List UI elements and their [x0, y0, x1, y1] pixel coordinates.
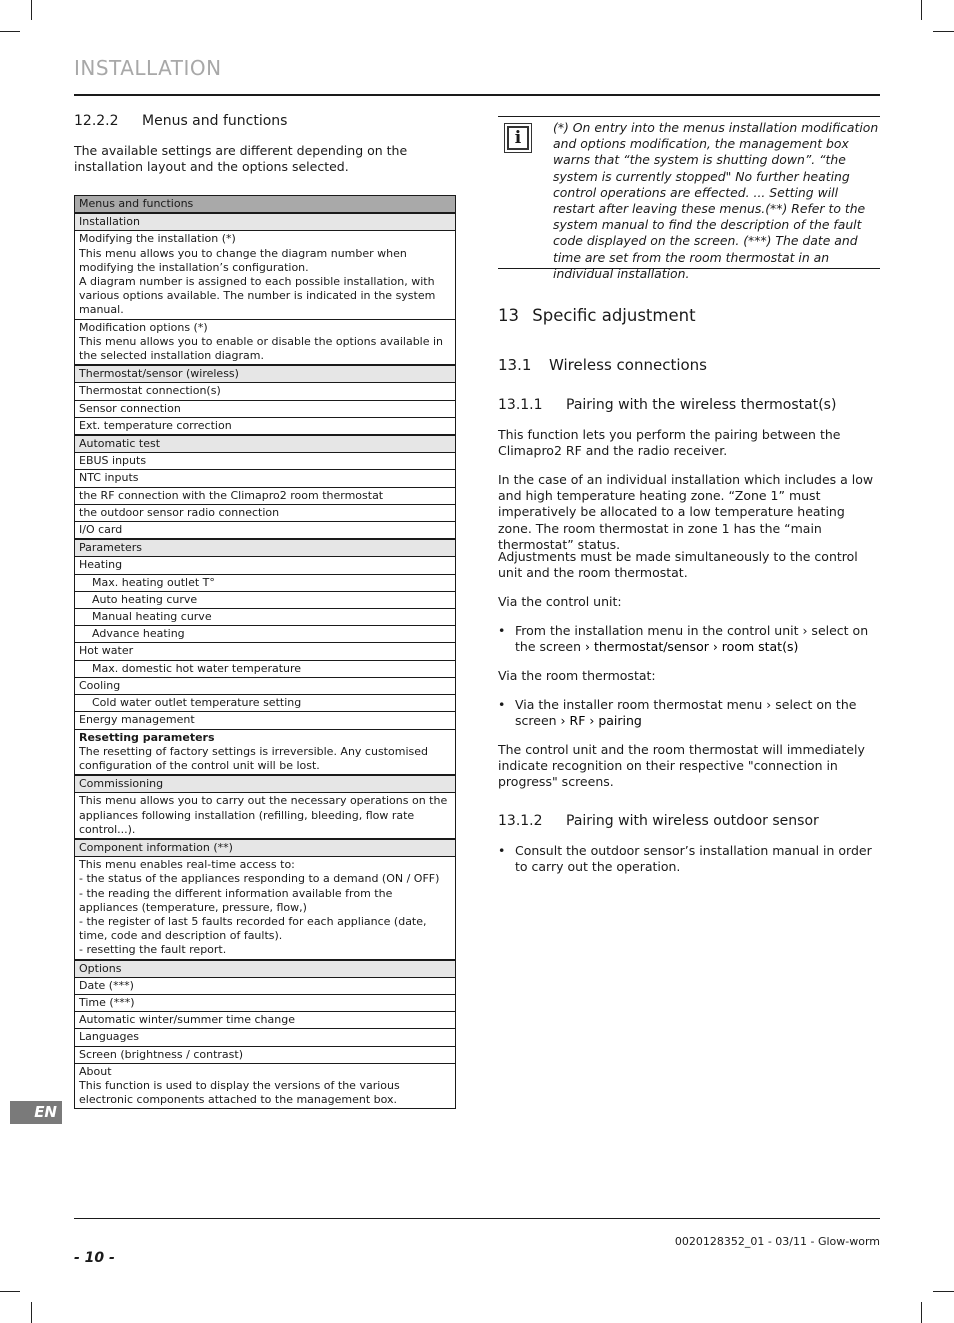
table-cell: Sensor connection [75, 400, 456, 417]
heading-13-1-1 [498, 397, 837, 413]
table-cell: Heating [75, 557, 456, 574]
table-cell: EBUS inputs [75, 453, 456, 470]
table-cell: I/O card [75, 522, 456, 540]
table-cell: Menus and functions [75, 196, 456, 214]
table-cell: NTC inputs [75, 470, 456, 487]
heading-title: Wireless connections [549, 356, 707, 374]
crop-mark [31, 0, 32, 20]
table-cell: Thermostat connection(s) [75, 383, 456, 400]
table-cell: Languages [75, 1029, 456, 1046]
heading-number: 13.1.1 [498, 397, 543, 413]
table-cell-title: Resetting parameters [79, 730, 215, 744]
table-cell: Modification options (*) This menu allows you to enable or disable the options available in the selected installation diagram. [75, 319, 456, 365]
heading-number: 13 [498, 306, 519, 325]
table-row [75, 857, 456, 960]
table-cell: This menu enables real-time access to: - the status of the appliances responding to a demand (ON / OFF) - the reading the different information available from the appliances (temperature, pressure, flow,) - the register of last 5 faults recorded for each appliance (date, time, code and description of faults). - resetting the fault report. [75, 857, 456, 960]
bullet-text: Consult the outdoor sensor’s installation manual in order to carry out the operation. [515, 843, 872, 875]
paragraph: Via the room thermostat: [498, 668, 656, 683]
table-row [75, 609, 456, 626]
header-rule [74, 94, 880, 96]
table-row [75, 400, 456, 417]
crop-mark [0, 31, 20, 32]
table-cell: Energy management [75, 712, 456, 729]
page-number: - 10 - [74, 1250, 115, 1266]
crop-mark [933, 1291, 954, 1292]
table-cell: Automatic winter/summer time change [75, 1012, 456, 1029]
table-row [75, 470, 456, 487]
table-row [75, 591, 456, 608]
table-row [75, 1012, 456, 1029]
menu-path: › thermostat/sensor › room stat(s) [585, 639, 799, 655]
table-cell: Parameters [75, 539, 456, 557]
table-row [75, 712, 456, 729]
table-cell: Max. domestic hot water temperature [75, 660, 456, 677]
heading-13-1-2 [498, 813, 819, 829]
document-reference: 0020128352_01 - 03/11 - Glow-worm [674, 1235, 880, 1248]
table-cell: Automatic test [75, 435, 456, 453]
table-group-row [75, 365, 456, 383]
heading-title: Menus and functions [142, 113, 288, 129]
table-cell: Ext. temperature correction [75, 417, 456, 435]
menu-path: › RF › pairing [560, 713, 642, 729]
bullet-item [498, 697, 882, 731]
table-cell: Commissioning [75, 775, 456, 793]
table-cell: the RF connection with the Climapro2 room thermostat [75, 487, 456, 504]
table-cell-text: The resetting of factory settings is irreversible. Any customised configuration of the control unit will be lost. [79, 744, 428, 772]
table-cell: Hot water [75, 643, 456, 660]
crop-mark [921, 1302, 922, 1323]
table-row [75, 574, 456, 591]
table-row [75, 626, 456, 643]
table-cell: Component information (**) [75, 839, 456, 857]
table-row [75, 793, 456, 839]
table-group-row [75, 213, 456, 231]
table-row [75, 231, 456, 319]
heading-number: 12.2.2 [74, 113, 119, 129]
table-row [75, 383, 456, 400]
bullet-dot: • [498, 623, 506, 638]
table-row [75, 522, 456, 540]
table-cell: Options [75, 960, 456, 978]
table-cell: This menu allows you to carry out the necessary operations on the appliances following installation (refilling, bleeding, flow rate control...). [75, 793, 456, 839]
heading-12-2-2 [74, 113, 288, 129]
table-row [75, 994, 456, 1011]
heading-13 [498, 306, 696, 325]
table-cell: Cooling [75, 677, 456, 694]
section-title: INSTALLATION [74, 56, 222, 80]
heading-number: 13.1 [498, 356, 532, 374]
paragraph: Adjustments must be made simultaneously to the control unit and the room thermostat. [498, 549, 858, 581]
table-group-row [75, 435, 456, 453]
table-group-row [75, 775, 456, 793]
table-cell: Screen (brightness / contrast) [75, 1046, 456, 1063]
table-row [75, 1046, 456, 1063]
heading-number: 13.1.2 [498, 813, 543, 829]
table-cell: Manual heating curve [75, 609, 456, 626]
bullet-item [498, 623, 882, 657]
table-group-row [75, 539, 456, 557]
bullet-item [498, 843, 882, 877]
table-row [75, 1029, 456, 1046]
crop-mark [0, 1291, 20, 1292]
crop-mark [921, 0, 922, 20]
menus-table [74, 195, 456, 1109]
table-row [75, 319, 456, 365]
table-cell [75, 729, 456, 775]
table-row [75, 487, 456, 504]
table-row [75, 557, 456, 574]
heading-title: Pairing with wireless outdoor sensor [566, 813, 819, 829]
crop-mark [31, 1302, 32, 1323]
table-cell: Modifying the installation (*) This menu allows you to change the diagram number when modifying the installation’s configuration. A diagram number is assigned to each possible installation, with various options available. The number is indicated in the system manual. [75, 231, 456, 319]
table-row [75, 695, 456, 712]
table-row [75, 660, 456, 677]
table-group-row [75, 839, 456, 857]
table-row [75, 417, 456, 435]
table-cell: Date (***) [75, 977, 456, 994]
table-cell: Max. heating outlet T° [75, 574, 456, 591]
table-row [75, 643, 456, 660]
table-cell: Cold water outlet temperature setting [75, 695, 456, 712]
table-row [75, 677, 456, 694]
paragraph: In the case of an individual installation which includes a low and high temperature heating zone. “Zone 1” must imperatively be allocated to a low temperature heating zone. The room thermostat in zone 1 has the “main thermostat” status. [498, 472, 874, 552]
bullet-dot: • [498, 843, 506, 858]
table-cell: Auto heating curve [75, 591, 456, 608]
table-row [75, 453, 456, 470]
table-cell: Time (***) [75, 994, 456, 1011]
bullet-text: Via the installer room thermostat menu › select on the screen [515, 697, 857, 729]
info-note-text: (*) On entry into the menus installation modification and options modification, the management box warns that “the system is shutting down”. “the system is currently stopped" No further heating control operations are effected. ... Setting will restart after leaving these menus.(**) Refer to the system manual to find the description of the fault code displayed on the screen. (***) The date and time are set from the room thermostat in an individual installation. [553, 120, 879, 281]
table-group-row [75, 960, 456, 978]
table-row [75, 1063, 456, 1109]
paragraph: The control unit and the room thermostat will immediately indicate recognition on their respective "connection in progress" screens. [498, 742, 865, 790]
table-row [75, 729, 456, 775]
table-header-row [75, 196, 456, 214]
info-note [498, 116, 880, 281]
table-cell: Advance heating [75, 626, 456, 643]
table-cell: About This function is used to display the versions of the various electronic components attached to the management box. [75, 1063, 456, 1109]
bullet-text: From the installation menu in the control unit › select on the screen [515, 623, 869, 655]
table-row [75, 504, 456, 521]
heading-13-1 [498, 356, 707, 374]
intro-paragraph: The available settings are different depending on the installation layout and the options selected. [74, 143, 408, 175]
info-icon-glyph: i [507, 126, 529, 150]
info-icon [504, 123, 532, 153]
table-row [75, 977, 456, 994]
bullet-dot: • [498, 697, 506, 712]
paragraph: Via the control unit: [498, 594, 622, 609]
paragraph: This function lets you perform the pairing between the Climapro2 RF and the radio receiver. [498, 427, 841, 459]
table-cell: the outdoor sensor radio connection [75, 504, 456, 521]
heading-title: Specific adjustment [532, 306, 696, 325]
language-tab: EN [10, 1101, 62, 1124]
footer-rule [74, 1218, 880, 1219]
heading-title: Pairing with the wireless thermostat(s) [566, 397, 837, 413]
table-cell: Installation [75, 213, 456, 231]
table-cell: Thermostat/sensor (wireless) [75, 365, 456, 383]
crop-mark [933, 31, 954, 32]
